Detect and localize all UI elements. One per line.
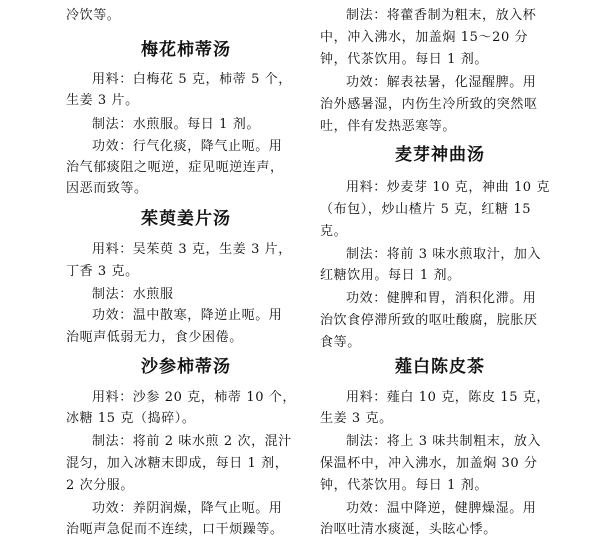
- recipe-text-line: 保温杯中，冲入沸水，加盖焖 30 分: [320, 456, 538, 471]
- recipe-text-line: 制法：将前 3 味水煎取汁，加入: [346, 247, 542, 262]
- recipe-text-line: 功效：解表祛暑，化湿醒脾。用: [346, 75, 537, 90]
- recipe-text-line: 生姜 3 克。: [320, 411, 393, 426]
- recipe-text-line: 冰糖 15 克（捣碎）。: [66, 411, 196, 426]
- recipe-text-line: 2 次分服。: [66, 478, 135, 493]
- recipe-text-line: 制法：将藿香制为粗末，放入杯: [346, 8, 537, 23]
- recipe-text-line: 制法：水煎服。每日 1 剂。: [92, 117, 260, 132]
- recipe-text-line: 制法：水煎服: [92, 287, 174, 302]
- recipe-text-line: 红糖饮用。每日 1 剂。: [320, 268, 461, 283]
- recipe-text-line: 钟，代茶饮用。每日 1 剂。: [320, 478, 488, 493]
- recipe-text-line: 制法：将前 2 味水煎 2 次，混汁: [92, 434, 292, 449]
- recipe-title: 薤白陈皮茶: [395, 357, 485, 377]
- recipe-text-line: 混匀，加入冰糖末即成，每日 1 剂，: [66, 456, 289, 471]
- recipe-text-line: 用料：沙参 20 克，柿蒂 10 个，: [92, 390, 297, 405]
- recipe-text-line: 治气郁痰阻之呃逆，症见呃逆连声，: [66, 160, 284, 175]
- recipe-title: 茱萸姜片汤: [141, 209, 231, 229]
- recipe-text-line: 食等。: [320, 335, 361, 350]
- recipe-text-line: 用料：吴茱萸 3 克，生姜 3 片，: [92, 242, 292, 257]
- recipe-text-line: 功效：养阴润燥，降气止呃。用: [92, 501, 283, 516]
- recipe-text-line: 中，冲入沸水，加盖焖 15～20 分: [320, 30, 529, 45]
- recipe-text-line: 丁香 3 克。: [66, 264, 139, 279]
- recipe-text-line: （布包），炒山楂片 5 克，红糖 15: [320, 202, 532, 217]
- recipe-text-line: 制法：将上 3 味共制粗末，放入: [346, 434, 542, 449]
- recipe-text-line: 治呕吐清水痰涎，头眩心悸。: [320, 522, 497, 537]
- recipe-text-line: 治饮食停滞所致的呕吐酸腐，脘胀厌: [320, 313, 538, 328]
- recipe-title: 沙参柿蒂汤: [141, 357, 231, 377]
- recipe-text-line: 生姜 3 片。: [66, 93, 139, 108]
- recipe-text-line: 因恶而致等。: [66, 181, 148, 196]
- recipe-text-line: 功效：温中降逆，健脾燥湿。用: [346, 501, 537, 516]
- recipe-text-line: 用料：白梅花 5 克，柿蒂 5 个，: [92, 72, 292, 87]
- recipe-text-line: 用料：炒麦芽 10 克，神曲 10 克: [346, 180, 551, 195]
- recipe-title: 麦芽神曲汤: [395, 145, 485, 165]
- recipe-text-line: 吐，伴有发热恶寒等。: [320, 119, 457, 134]
- recipe-title: 梅花柿蒂汤: [141, 40, 231, 60]
- recipe-text-line: 钟，代茶饮用。每日 1 剂。: [320, 52, 488, 67]
- recipe-text-line: 功效：健脾和胃，消积化滞。用: [346, 291, 537, 306]
- recipe-text-line: 治外感暑湿，内伤生冷所致的突然呕: [320, 97, 538, 112]
- recipe-text-line: 治呃声急促而不连续，口干烦躁等。: [66, 522, 284, 537]
- recipe-text-line: 功效：温中散寒，降逆止呃。用: [92, 308, 283, 323]
- recipe-text-line: 治呃声低弱无力，食少困倦。: [66, 330, 243, 345]
- recipe-text-line: 功效：行气化痰，降气止呃。用: [92, 139, 283, 154]
- continued-text: 冷饮等。: [66, 8, 121, 23]
- recipe-text-line: 用料：薤白 10 克，陈皮 15 克，: [346, 390, 551, 405]
- recipe-text-line: 克。: [320, 224, 348, 239]
